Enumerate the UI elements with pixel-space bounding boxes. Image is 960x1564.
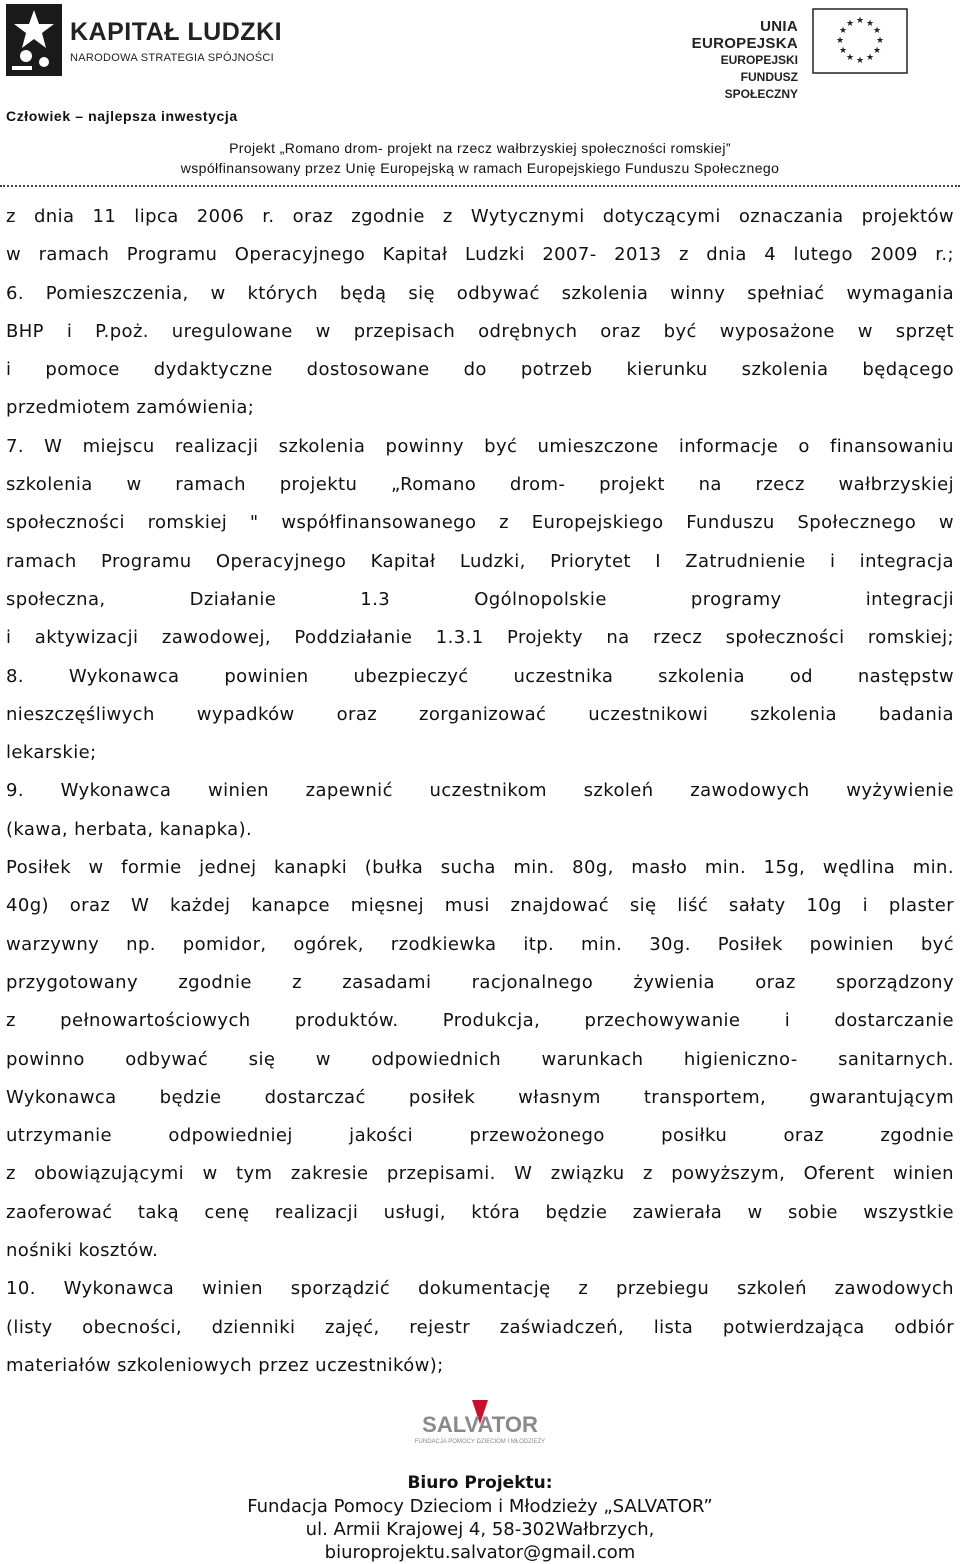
body-line: 7. W miejscu realizacji szkolenia powinny być umieszczone informacje o finansowaniu — [6, 435, 954, 457]
svg-text:★: ★ — [838, 46, 848, 56]
svg-text:★: ★ — [855, 56, 865, 66]
body-line: ramach Programu Operacyjnego Kapitał Ludzki, Priorytet I Zatrudnienie i integracja — [6, 550, 954, 572]
eu-logo — [668, 8, 908, 101]
eu-fund-line1: EUROPEJSKI — [720, 53, 798, 67]
body-line: utrzymanie odpowiedniej jakości przewożonego posiłku oraz zgodnie — [6, 1125, 954, 1147]
kapital-ludzki-title: KAPITAŁ LUDZKI — [70, 18, 283, 46]
body-line: społeczności romskiej " współfinansowanego z Europejskiego Funduszu Społecznego w — [6, 512, 954, 534]
svg-text:★: ★ — [838, 26, 848, 36]
body-line: zaoferować taką cenę realizacji usługi, która będzie zawierała w sobie wszystkie — [6, 1201, 954, 1223]
body-line: Posiłek w formie jednej kanapki (bułka sucha min. 80g, masło min. 15g, wędlina min. — [6, 857, 954, 879]
body-line: Wykonawca będzie dostarczać posiłek własnym transportem, gwarantującym — [6, 1086, 954, 1108]
svg-text:★: ★ — [865, 53, 875, 63]
body-line: przygotowany zgodnie z zasadami racjonalnego żywienia oraz sporządzony — [6, 971, 954, 993]
tagline: Człowiek – najlepsza inwestycja — [6, 108, 238, 124]
body-line: w ramach Programu Operacyjnego Kapitał Ludzki 2007- 2013 z dnia 4 lutego 2009 r.; — [6, 244, 954, 266]
salvator-logo — [395, 1398, 565, 1448]
body-line: 8. Wykonawca powinien ubezpieczyć uczestnika szkolenia od następstw — [6, 665, 954, 687]
kapital-ludzki-emblem-icon — [6, 4, 62, 76]
svg-text:★: ★ — [855, 16, 865, 26]
body-line: materiałów szkoleniowych przez uczestników); — [6, 1354, 444, 1376]
project-title: Projekt „Romano drom- projekt na rzecz wałbrzyskiej społeczności romskiej” — [229, 140, 731, 156]
svg-text:★: ★ — [872, 46, 882, 56]
body-line: warzywny np. pomidor, ogórek, rzodkiewka itp. min. 30g. Posiłek powinien być — [6, 933, 954, 955]
body-line: (kawa, herbata, kanapka). — [6, 818, 253, 840]
body-line: z pełnowartościowych produktów. Produkcja, przechowywanie i dostarczanie — [6, 1010, 954, 1032]
eu-name: UNIA EUROPEJSKA — [691, 18, 798, 52]
body-line: szkolenia w ramach projektu „Romano drom- projekt na rzecz wałbrzyskiej — [6, 474, 954, 496]
svg-text:★: ★ — [835, 36, 845, 46]
eu-text — [668, 18, 798, 103]
kapital-ludzki-subtitle: NARODOWA STRATEGIA SPÓJNOŚCI — [70, 52, 274, 64]
svg-text:★: ★ — [845, 53, 855, 63]
body-line: 6. Pomieszczenia, w których będą się odbywać szkolenia winny spełniać wymagania — [6, 282, 954, 304]
body-line: 10. Wykonawca winien sporządzić dokumentację z przebiegu szkoleń zawodowych — [6, 1278, 954, 1300]
salvator-logo-text: SALVATOR — [422, 1412, 538, 1437]
office-address: ul. Armii Krajowej 4, 58-302Wałbrzych, — [305, 1519, 655, 1540]
body-line: przedmiotem zamówienia; — [6, 397, 255, 419]
body-line: (listy obecności, dzienniki zajęć, rejestr zaświadczeń, lista potwierdzająca odbiór — [6, 1316, 954, 1338]
office-label: Biuro Projektu: — [407, 1473, 553, 1493]
svg-text:★: ★ — [865, 19, 875, 29]
body-line: nieszczęśliwych wypadków oraz zorganizować uczestnikowi szkolenia badania — [6, 703, 954, 725]
body-line: społeczna, Działanie 1.3 Ogólnopolskie programy integracji — [6, 588, 954, 610]
body-line: 40g) oraz W każdej kanapce mięsnej musi znajdować się liść sałaty 10g i plaster — [6, 895, 954, 917]
body-line: i pomoce dydaktyczne dostosowane do potrzeb kierunku szkolenia będącego — [6, 359, 954, 381]
header-divider — [0, 185, 960, 187]
body-line: nośniki kosztów. — [6, 1240, 159, 1262]
salvator-logo-subtext: FUNDACJA POMOCY DZIECIOM I MŁODZIEŻY — [414, 1439, 546, 1445]
page-header — [0, 0, 960, 190]
project-funding: współfinansowany przez Unię Europejską w ramach Europejskiego Funduszu Społecznego — [180, 160, 780, 176]
body-line: BHP i P.poż. uregulowane w przepisach odrębnych oraz być wyposażone w sprzęt — [6, 320, 954, 342]
svg-text:★: ★ — [875, 36, 885, 46]
body-line: powinno odbywać się w odpowiednich warunkach higieniczno- sanitarnych. — [6, 1048, 954, 1070]
kapital-ludzki-logo — [6, 4, 306, 76]
project-info — [0, 138, 960, 178]
body-line: 9. Wykonawca winien zapewnić uczestnikom szkoleń zawodowych wyżywienie — [6, 780, 954, 802]
svg-text:★: ★ — [845, 19, 855, 29]
body-line: i aktywizacji zawodowej, Poddziałanie 1.3.1 Projekty na rzecz społeczności romskiej; — [6, 627, 954, 649]
page-footer — [0, 1398, 960, 1563]
foundation-name: Fundacja Pomocy Dzieciom i Młodzieży „SALVATOR” — [247, 1496, 713, 1517]
body-line: lekarskie; — [6, 742, 97, 764]
document-body — [6, 198, 954, 1385]
project-office-info — [0, 1472, 960, 1564]
body-line: z obowiązującymi w tym zakresie przepisami. W związku z powyższym, Oferent winien — [6, 1163, 954, 1185]
svg-text:★: ★ — [872, 26, 882, 36]
body-line: z dnia 11 lipca 2006 r. oraz zgodnie z Wytycznymi dotyczącymi oznaczania projektów — [6, 206, 954, 227]
eu-fund-line2: FUNDUSZ SPOŁECZNY — [724, 70, 798, 101]
eu-flag-icon — [812, 8, 908, 74]
office-email: biuroprojektu.salvator@gmail.com — [324, 1542, 636, 1563]
